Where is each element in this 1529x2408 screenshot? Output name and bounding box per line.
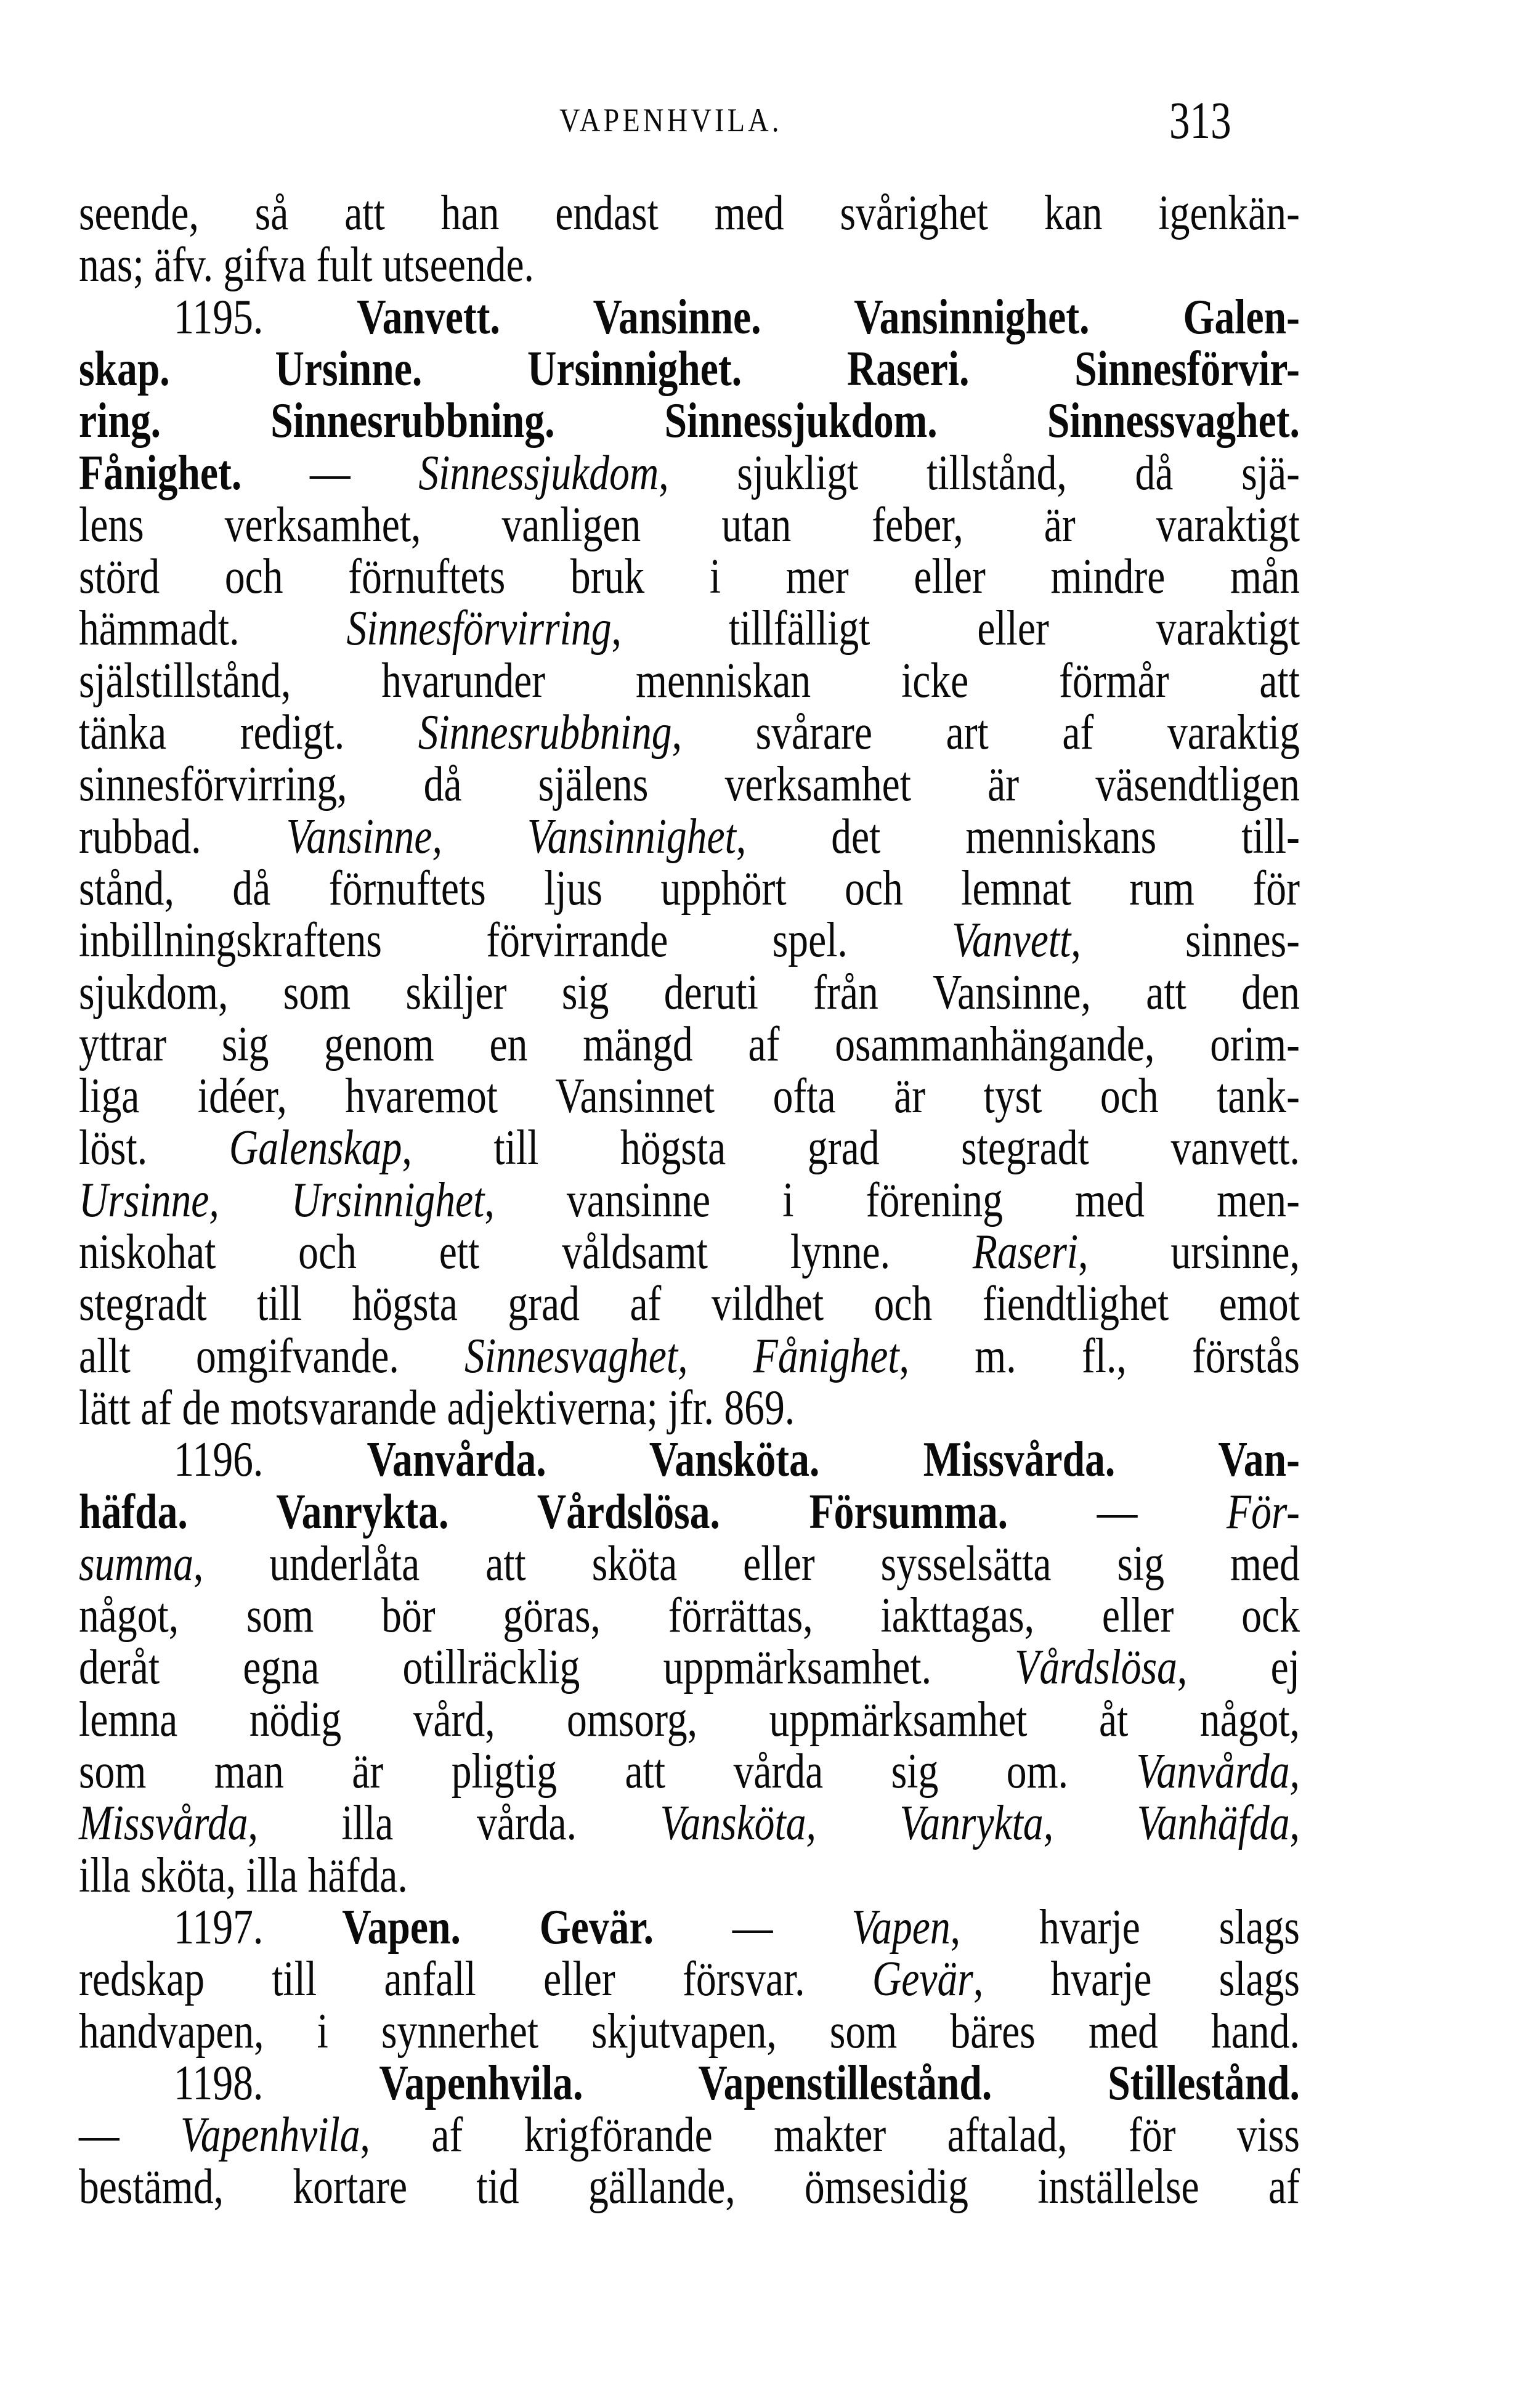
text-run: , hvarje slags xyxy=(973,1952,1300,2007)
line-content xyxy=(79,1019,1300,1070)
line-content xyxy=(79,1953,1300,2005)
headword: Vapen. Gevär. xyxy=(342,1900,654,1954)
text-line xyxy=(79,1019,1300,1070)
text-run: 1196. xyxy=(174,1433,367,1487)
text-run: löst. xyxy=(79,1121,229,1176)
entry-heading-line xyxy=(79,395,1300,447)
line-content xyxy=(79,187,1300,239)
entry-heading-line xyxy=(79,1902,1300,1953)
line-content xyxy=(79,2006,1300,2057)
defined-term: Galenskap xyxy=(229,1121,402,1176)
line-content xyxy=(79,2161,1300,2213)
line-content xyxy=(79,1538,1300,1590)
line-content xyxy=(79,1902,1300,1953)
line-content xyxy=(79,395,1300,447)
text-line xyxy=(79,2006,1300,2057)
text-run: redskap till anfall eller försvar. xyxy=(79,1952,872,2007)
text-run: tänka redigt. xyxy=(79,706,418,760)
text-line xyxy=(79,811,1300,863)
defined-term: Sinnessjukdom xyxy=(418,445,659,500)
defined-term: Vansköta, Vanrykta, Vanhäfda xyxy=(660,1796,1290,1851)
defined-term: Vårdslösa xyxy=(1015,1640,1177,1695)
text-run: , underlåta att sköta eller sysselsätta sig med xyxy=(193,1536,1300,1591)
text-line xyxy=(79,1850,1300,1902)
text-line xyxy=(79,2109,1300,2161)
defined-term: Raseri xyxy=(972,1225,1079,1279)
text-run: — xyxy=(653,1900,852,1954)
text-line xyxy=(79,1174,1300,1226)
line-content xyxy=(79,551,1300,603)
line-content xyxy=(79,1797,1300,1849)
text-run: , hvarje slags xyxy=(950,1900,1300,1954)
text-line xyxy=(79,1590,1300,1641)
text-run: , m. fl., förstås xyxy=(899,1328,1300,1383)
text-line xyxy=(79,759,1300,810)
text-run: 1197. xyxy=(174,1900,343,1954)
line-content xyxy=(79,1330,1300,1382)
defined-term: Ursinne, Ursinnighet xyxy=(79,1173,485,1227)
line-content xyxy=(79,967,1300,1019)
text-run: inbillningskraftens förvirrande spel. xyxy=(79,913,952,968)
text-run: , det menniskans till- xyxy=(736,809,1300,864)
line-content xyxy=(79,863,1300,914)
headword: skap. Ursinne. Ursinnighet. Raseri. Sinnesförvir- xyxy=(79,341,1300,396)
text-run: stegradt till högsta grad af vildhet och fiendtlighet emot xyxy=(79,1277,1300,1332)
text-run: stånd, då förnuftets ljus upphört och lemnat rum för xyxy=(79,861,1300,916)
entry-heading-line xyxy=(79,1434,1300,1486)
text-run: , illa vårda. xyxy=(248,1796,660,1851)
text-run: yttrar sig genom en mängd af osammanhängande, orim- xyxy=(79,1017,1300,1072)
entry-heading-line xyxy=(79,343,1300,395)
line-content xyxy=(79,2057,1300,2109)
text-run: lens verksamhet, vanligen utan feber, är varaktigt xyxy=(79,497,1300,552)
text-run: , sinnes- xyxy=(1071,913,1300,968)
defined-term: Vanvett xyxy=(952,913,1071,968)
text-run: niskohat och ett våldsamt lynne. xyxy=(79,1225,973,1279)
text-run: deråt egna otillräcklig uppmärksamhet. xyxy=(79,1640,1015,1695)
line-content xyxy=(79,1486,1300,1538)
text-run: , xyxy=(1289,1796,1300,1851)
line-content xyxy=(79,603,1300,654)
text-run: något, som bör göras, förrättas, iakttagas, eller ock xyxy=(79,1588,1300,1643)
text-run: , till högsta grad stegradt vanvett. xyxy=(402,1121,1300,1176)
text-run: , svårare art af varaktig xyxy=(671,706,1300,760)
line-content xyxy=(79,1070,1300,1122)
text-run: sinnesförvirring, då själens verksamhet är väsendtligen xyxy=(79,757,1300,812)
text-line xyxy=(79,707,1300,759)
line-content xyxy=(79,1434,1300,1486)
text-line xyxy=(79,1382,1300,1434)
text-run: hämmadt. xyxy=(79,601,347,656)
line-content xyxy=(79,707,1300,759)
line-content xyxy=(79,499,1300,551)
headword: Vanvårda. Vansköta. Missvårda. Van- xyxy=(367,1433,1300,1487)
text-line xyxy=(79,655,1300,707)
text-run: , tillfälligt eller varaktigt xyxy=(611,601,1300,656)
line-content xyxy=(79,343,1300,395)
line-content xyxy=(79,1382,1300,1434)
text-run: lätt af de motsvarande adjektiverna; jfr. 869. xyxy=(79,1380,795,1435)
headword: Vapenhvila. Vapenstillestånd. Stillestånd. xyxy=(379,2056,1300,2110)
headword: häfda. Vanrykta. Vårdslösa. Försumma. xyxy=(79,1484,1008,1539)
running-title: VAPENHVILA. xyxy=(559,102,782,139)
entry-heading-line xyxy=(79,2057,1300,2109)
text-run: bestämd, kortare tid gällande, ömsesidig inställelse af xyxy=(79,2160,1300,2215)
text-run: handvapen, i synnerhet skjutvapen, som bäres med hand. xyxy=(79,2004,1300,2059)
line-content xyxy=(79,1278,1300,1330)
text-line xyxy=(79,1641,1300,1693)
text-run: seende, så att han endast med svårighet kan igenkän- xyxy=(79,186,1300,240)
defined-term: För- xyxy=(1227,1484,1300,1539)
text-line xyxy=(79,1694,1300,1746)
text-run: nas; äfv. gifva fult utseende. xyxy=(79,238,534,293)
text-line xyxy=(79,551,1300,603)
text-line xyxy=(79,914,1300,966)
headword: ring. Sinnesrubbning. Sinnessjukdom. Sinnessvaghet. xyxy=(79,394,1300,449)
text-run: rubbad. xyxy=(79,809,286,864)
text-line xyxy=(79,499,1300,551)
text-run: , ursinne, xyxy=(1078,1225,1300,1279)
text-line xyxy=(79,1330,1300,1382)
line-content xyxy=(79,759,1300,810)
defined-term: Sinnesförvirring xyxy=(346,601,612,656)
line-content xyxy=(79,914,1300,966)
text-line xyxy=(79,1538,1300,1590)
line-content xyxy=(79,239,1300,291)
text-run: — xyxy=(1008,1484,1227,1539)
headword: Vanvett. Vansinne. Vansinnighet. Galen- xyxy=(357,290,1300,344)
line-content xyxy=(79,655,1300,707)
line-content xyxy=(79,1122,1300,1174)
entry-heading-line xyxy=(79,291,1300,343)
text-line xyxy=(79,1226,1300,1278)
running-head xyxy=(79,92,1300,148)
text-line xyxy=(79,1797,1300,1849)
text-run: liga idéer, hvaremot Vansinnet ofta är tyst och tank- xyxy=(79,1069,1300,1124)
text-run: , ej xyxy=(1177,1640,1300,1695)
line-content xyxy=(79,1226,1300,1278)
defined-term: Vapenhvila xyxy=(180,2108,360,2163)
text-line xyxy=(79,1278,1300,1330)
text-line xyxy=(79,1070,1300,1122)
text-line xyxy=(79,967,1300,1019)
text-line xyxy=(79,187,1300,239)
text-run: , vansinne i förening med men- xyxy=(484,1173,1300,1227)
defined-term: Gevär xyxy=(872,1952,973,2007)
defined-term: summa xyxy=(79,1536,193,1591)
text-run: själstillstånd, hvarunder menniskan icke förmår att xyxy=(79,653,1300,708)
text-line xyxy=(79,1746,1300,1797)
text-run: störd och förnuftets bruk i mer eller mindre mån xyxy=(79,550,1300,604)
defined-term: Vanvårda, xyxy=(1136,1744,1300,1799)
defined-term: Missvårda xyxy=(79,1796,248,1851)
headword: Fånighet. xyxy=(79,445,242,500)
line-content xyxy=(79,1641,1300,1693)
line-content xyxy=(79,1746,1300,1797)
text-run: 1198. xyxy=(174,2056,379,2110)
defined-term: Vapen xyxy=(851,1900,951,1954)
text-line xyxy=(79,239,1300,291)
page-number: 313 xyxy=(1169,91,1231,150)
text-line xyxy=(79,1953,1300,2005)
text-run: — xyxy=(241,445,419,500)
text-line xyxy=(79,1122,1300,1174)
defined-term: Sinnesvaghet, Fånighet xyxy=(464,1328,899,1383)
defined-term: Vansinne, Vansinnighet xyxy=(286,809,736,864)
text-run: lemna nödig vård, omsorg, uppmärksamhet åt något, xyxy=(79,1692,1300,1747)
text-run: sjukdom, som skiljer sig deruti från Vansinne, att den xyxy=(79,965,1300,1020)
entry-heading-line xyxy=(79,447,1300,499)
text-line xyxy=(79,2161,1300,2213)
line-content xyxy=(79,1850,1300,1902)
line-content xyxy=(79,291,1300,343)
line-content xyxy=(79,811,1300,863)
text-line xyxy=(79,603,1300,654)
text-run: , sjukligt tillstånd, då sjä- xyxy=(659,445,1300,500)
line-content xyxy=(79,2109,1300,2161)
entry-heading-line xyxy=(79,1486,1300,1538)
line-content xyxy=(79,1590,1300,1641)
text-run: illa sköta, illa häfda. xyxy=(79,1848,408,1903)
text-run: som man är pligtig att vårda sig om. xyxy=(79,1744,1137,1799)
text-run: allt omgifvande. xyxy=(79,1328,465,1383)
text-run: — xyxy=(79,2108,181,2163)
line-content xyxy=(79,447,1300,499)
text-run: , af krigförande makter aftalad, för viss xyxy=(360,2108,1300,2163)
line-content xyxy=(79,1694,1300,1746)
text-line xyxy=(79,863,1300,914)
defined-term: Sinnesrubbning xyxy=(418,706,672,760)
line-content xyxy=(79,1174,1300,1226)
text-run: 1195. xyxy=(174,290,357,344)
